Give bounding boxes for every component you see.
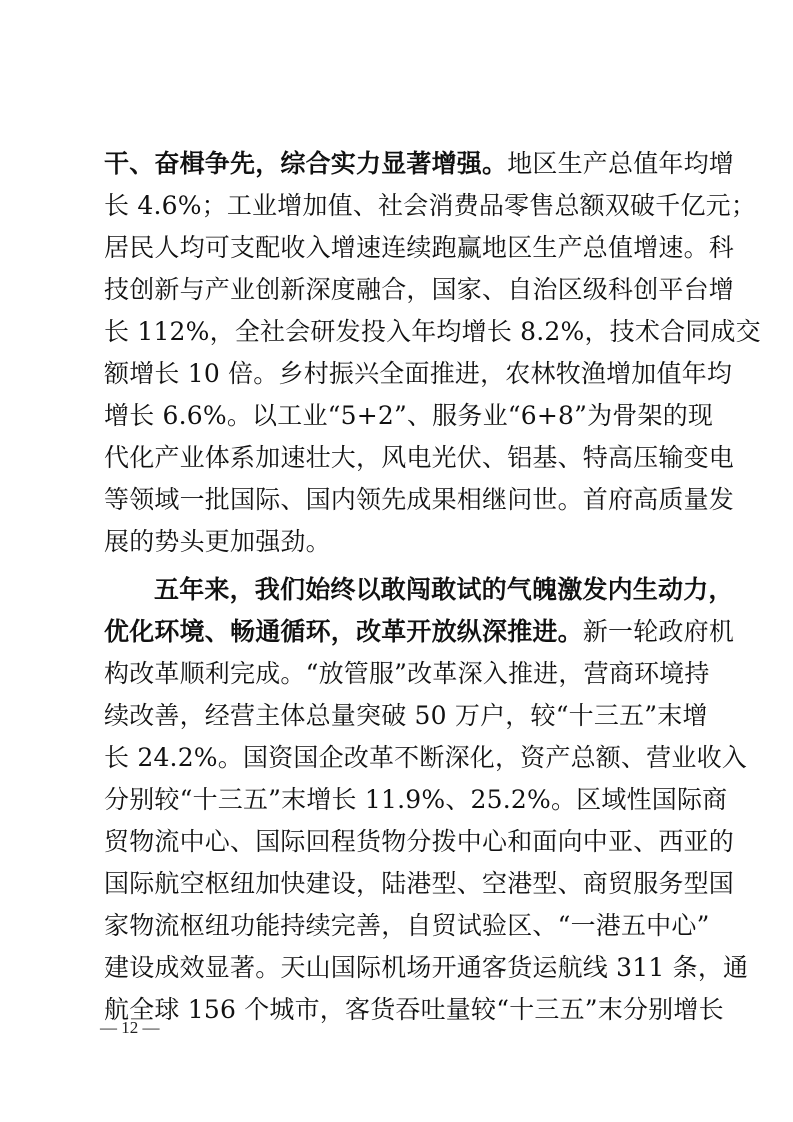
line-text: 分别较“十三五”末增长 11.9%、25.2%。区域性国际商 bbox=[104, 785, 728, 814]
text-line bbox=[104, 143, 735, 185]
line-text: 贸物流中心、国际回程货物分拨中心和面向中亚、西亚的 bbox=[104, 827, 735, 856]
text-line bbox=[104, 311, 761, 353]
text-line bbox=[104, 521, 694, 563]
paragraph-1 bbox=[104, 143, 761, 563]
line-text: 建设成效显著。天山国际机场开通客货运航线 311 条，通 bbox=[104, 953, 749, 982]
line-text: 等领域一批国际、国内领先成果相继问世。首府高质量发 bbox=[104, 485, 735, 514]
line-text: 家物流枢纽功能持续完善，自贸试验区、“一港五中心” bbox=[104, 911, 710, 940]
text-line bbox=[104, 821, 735, 863]
line-text: 新一轮政府机 bbox=[582, 617, 735, 646]
text-line bbox=[104, 863, 735, 905]
body-text bbox=[104, 143, 761, 1031]
text-line bbox=[104, 695, 708, 737]
text-line bbox=[104, 737, 747, 779]
line-text: 增长 6.6%。以工业“5+2”、服务业“6+8”为骨架的现 bbox=[104, 401, 714, 430]
line-text: 展的势头更加强劲。 bbox=[104, 527, 331, 556]
text-line bbox=[104, 653, 710, 695]
page-number: — 12 — bbox=[100, 1018, 160, 1037]
line-text: 代化产业体系加速壮大，风电光伏、铝基、特高压输变电 bbox=[104, 443, 735, 472]
bold-lead-text: 干、奋楫争先，综合实力显著增强。 bbox=[104, 149, 508, 178]
line-text: 长 4.6%；工业增加值、社会消费品零售总额双破千亿元； bbox=[104, 191, 757, 220]
line-text: 技创新与产业创新深度融合，国家、自治区级科创平台增 bbox=[104, 275, 735, 304]
text-line bbox=[104, 395, 714, 437]
line-text: 地区生产总值年均增 bbox=[507, 149, 735, 178]
text-line bbox=[104, 947, 749, 989]
text-line bbox=[104, 227, 735, 269]
text-line bbox=[104, 479, 735, 521]
text-line bbox=[104, 437, 735, 479]
bold-lead-text: 五年来，我们始终以敢闯敢试的气魄激发内生动力， bbox=[154, 575, 734, 604]
line-text: 居民人均可支配收入增速连续跑赢地区生产总值增速。科 bbox=[104, 233, 735, 262]
text-line bbox=[104, 569, 734, 611]
text-line bbox=[104, 989, 724, 1031]
text-line bbox=[104, 905, 710, 947]
line-text: 长 24.2%。国资国企改革不断深化，资产总额、营业收入 bbox=[104, 743, 747, 772]
text-line bbox=[104, 779, 728, 821]
line-text: 额增长 10 倍。乡村振兴全面推进，农林牧渔增加值年均 bbox=[104, 359, 733, 388]
text-line bbox=[104, 269, 735, 311]
text-line bbox=[104, 353, 733, 395]
line-text: 续改善，经营主体总量突破 50 万户，较“十三五”末增 bbox=[104, 701, 708, 730]
bold-lead-text: 优化环境、畅通循环，改革开放纵深推进。 bbox=[104, 617, 583, 646]
line-text: 航全球 156 个城市，客货吞吐量较“十三五”末分别增长 bbox=[104, 995, 724, 1024]
text-line bbox=[104, 611, 735, 653]
line-text: 国际航空枢纽加快建设，陆港型、空港型、商贸服务型国 bbox=[104, 869, 735, 898]
paragraph-2 bbox=[104, 569, 749, 1031]
text-line bbox=[104, 185, 757, 227]
line-text: 构改革顺利完成。“放管服”改革深入推进，营商环境持 bbox=[104, 659, 710, 688]
line-text: 长 112%，全社会研发投入年均增长 8.2%，技术合同成交 bbox=[104, 317, 761, 346]
